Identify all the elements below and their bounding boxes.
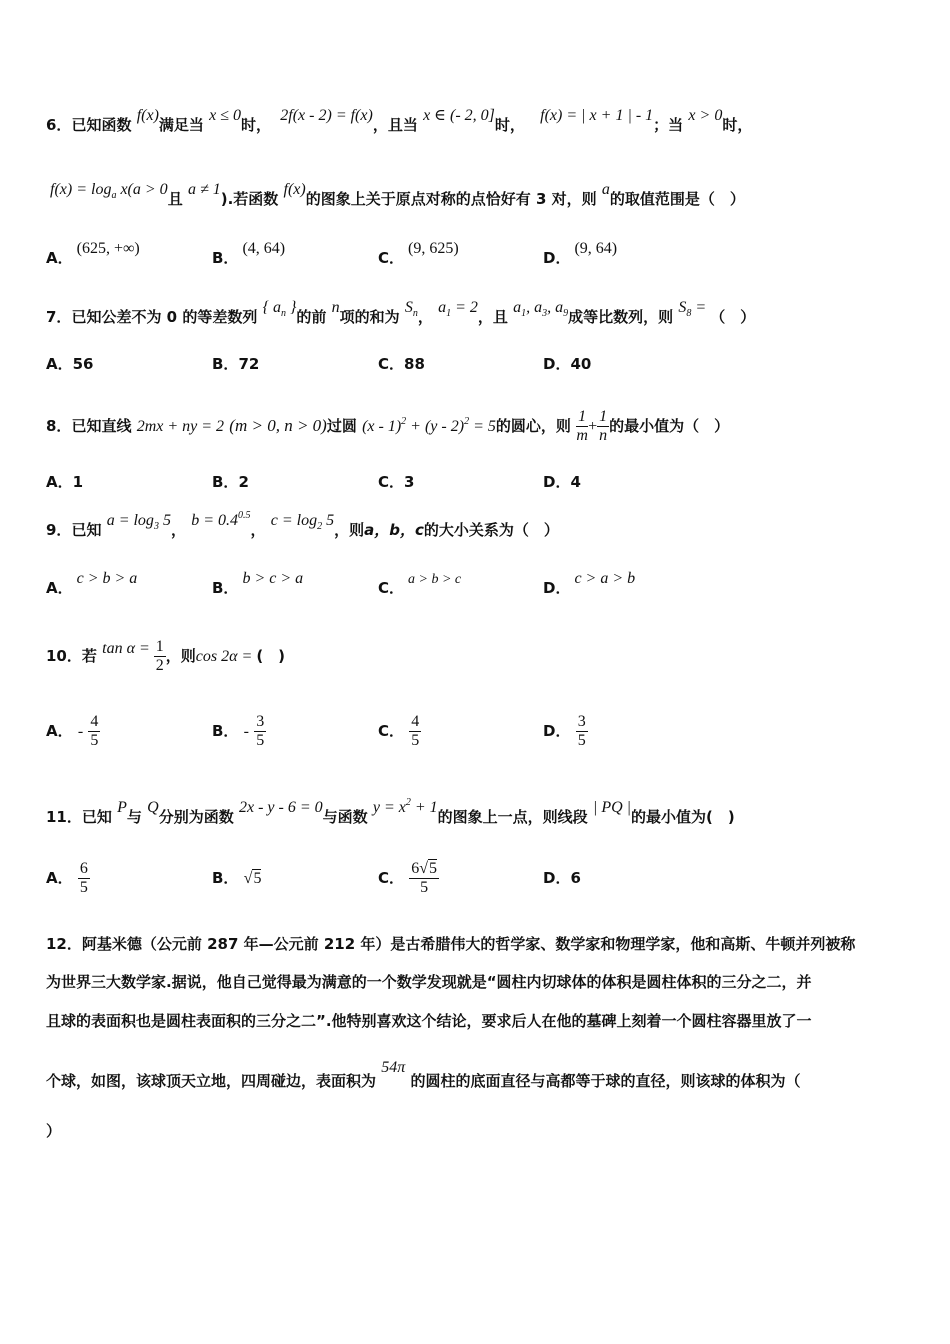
q8-option-d[interactable]: D．4 [543,473,581,491]
q8-line: 8．已知直线 2mx + ny = 2 (m > 0, n > 0)过圆 (x - 1)$^2$ + (y - 2)$^2$ = 5的圆心，则 $\frac{1}{m}$ + $\frac{1}{n}$ 的最小值为（ ） [46,407,730,444]
q7-option-d[interactable]: D．40 [543,355,592,373]
q12-line1: 12．阿基米德（公元前 287 年—公元前 212 年）是古希腊伟大的哲学家、数学家和物理学家，他和高斯、牛顿并列被称 [46,935,856,953]
q10-option-b[interactable]: B． - $\frac{3}{5}$ [212,712,265,749]
q11-option-c[interactable]: C． $\frac{6√5}{5}$ [378,859,438,896]
q12-line2: 为世界三大数学家.据说，他自己觉得最为满意的一个数学发现就是“圆柱内切球体的体积是圆柱体积的三分之二，并 [46,973,812,991]
q9-line: 9．已知 $a = \log_3 5$， $b = 0.4^{0.5}$， $c = \log_2 5$，则a，b，c的大小关系为（ ） [46,510,559,539]
q6-option-a[interactable]: A．(625, +∞) [46,240,140,267]
q11-line: 11．已知 P与 Q分别为函数 2x - y - 6 = 0与函数 $y = x^2 + 1$的图象上一点，则线段 | PQ |的最小值为( ) [46,797,735,826]
q9-option-a[interactable]: A．c > b > a [46,570,138,597]
sqrt-symbol: √5 [419,859,438,877]
q7-line: 7．已知公差不为 0 的等差数列 { $a_n$ }的前 n项的和为 $S_n$， $a_1 = 2$，且 $a_1$, $a_3$, $a_9$成等比数列，则 $S_8$ = （ ） [46,299,756,326]
q10-option-c[interactable]: C． $\frac{4}{5}$ [378,712,420,749]
q8-fraction-1-over-n: $\frac{1}{n}$ [599,407,608,444]
q6-option-d[interactable]: D．(9, 64) [543,240,618,267]
q11-option-a[interactable]: A． $\frac{6}{5}$ [46,859,88,896]
q11-option-d[interactable]: D．6 [543,869,581,887]
q10-option-d[interactable]: D． $\frac{3}{5}$ [543,712,586,749]
q9-option-d[interactable]: D．c > a > b [543,570,636,597]
q9-option-c[interactable]: C． a > b > c [378,572,462,597]
sqrt-symbol: √5 [243,870,262,887]
q10-line: 10．若 tan α = $\frac{1}{2}$ ，则cos 2α = ( ) [46,637,286,674]
q6-fx: f(x) [136,107,159,124]
q10-option-a[interactable]: A． - $\frac{4}{5}$ [46,712,99,749]
q10-fraction: $\frac{1}{2}$ [155,637,164,674]
q7-option-c[interactable]: C．88 [378,355,425,373]
q7-option-a[interactable]: A．56 [46,355,94,373]
q11-option-b[interactable]: B． √5 [212,869,262,887]
q6-number: 6． [46,116,72,134]
q8-option-c[interactable]: C．3 [378,473,415,491]
q6-line1: 6．已知函数 f(x)满足当 x ≤ 0时， 2f(x - 2) = f(x)，且当 x ∈ (- 2, 0]时， f(x) = | x + 1 | - 1；当 x > 0时， [46,107,753,134]
q9-option-b[interactable]: B．b > c > a [212,570,304,597]
q6-option-b[interactable]: B．(4, 64) [212,240,286,267]
q8-option-a[interactable]: A．1 [46,473,84,491]
q7-option-b[interactable]: B．72 [212,355,260,373]
q12-line5: ） [46,1122,62,1140]
q6-option-c[interactable]: C．(9, 625) [378,240,459,267]
q8-option-b[interactable]: B．2 [212,473,249,491]
q12-line4: 个球，如图，该球顶天立地，四周碰边，表面积为 54π 的圆柱的底面直径与高都等于球的直径，则该球的体积为（ [46,1059,801,1090]
q6-line2: $f(x) = \log_a x(a > 0$且 a ≠ 1).若函数 f(x)的图象上关于原点对称的点恰好有 3 对，则 a的取值范围是（ ） [50,181,745,208]
q8-fraction-1-over-m: $\frac{1}{m}$ [576,407,588,444]
q12-line3: 且球的表面积也是圆柱表面积的三分之二”.他特别喜欢这个结论，要求后人在他的墓碑上刻着一个圆柱容器里放了一 [46,1012,812,1030]
